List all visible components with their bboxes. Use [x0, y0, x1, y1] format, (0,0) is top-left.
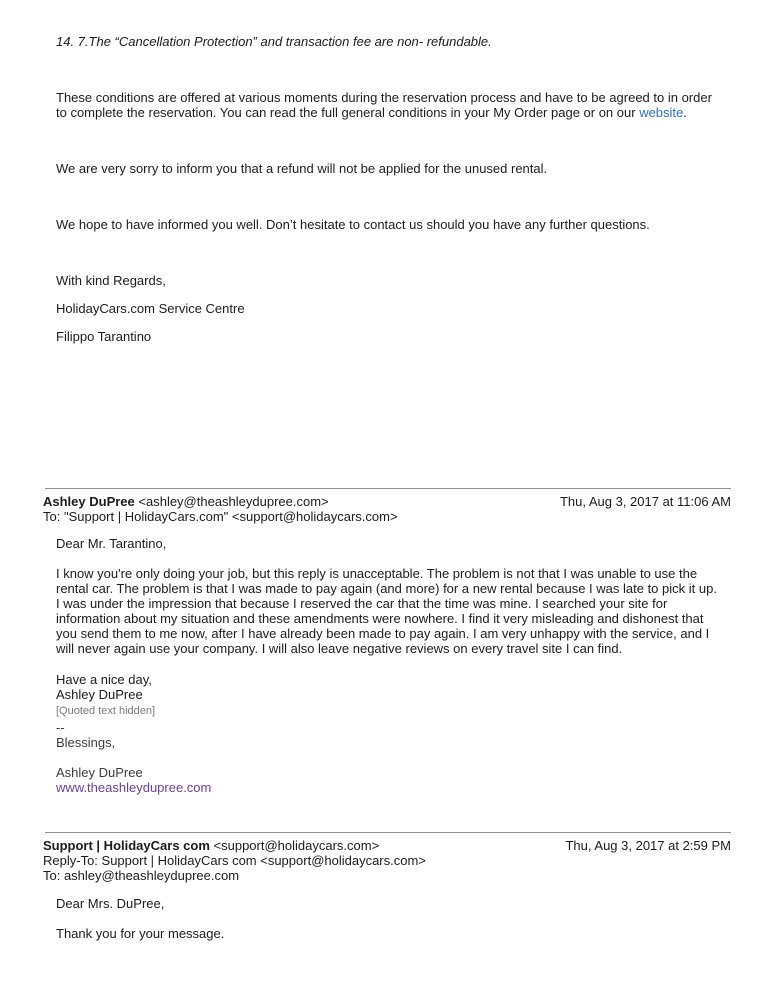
email2-sig-name2: Ashley DuPree: [56, 765, 143, 780]
email2-greeting: Dear Mr. Tarantino,: [56, 536, 167, 551]
quoted-text-hidden[interactable]: [Quoted text hidden]: [56, 705, 156, 717]
email2-from-email: <ashley@theashleydupree.com>: [138, 494, 329, 509]
email1-conditions-period: .: [683, 105, 687, 120]
email1-signoff-regards: With kind Regards,: [56, 273, 166, 288]
email2-sig-dashes: --: [56, 720, 65, 735]
email1-conditions-paragraph: [56, 90, 718, 120]
email2-from-name: Ashley DuPree: [43, 494, 135, 509]
email3-to-line: To: ashley@theashleydupree.com: [43, 868, 240, 883]
email3-from-line: [43, 838, 379, 853]
email2-sig-nice-day: Have a nice day,: [56, 672, 152, 687]
email3-body-paragraph: Thank you for your message.: [56, 926, 225, 941]
email1-refund-paragraph: We are very sorry to inform you that a refund will not be applied for the unused rental.: [56, 161, 548, 176]
email1-conditions-text: These conditions are offered at various moments during the reservation process and have to be agreed to in order to complete the reservation. You can read the full general conditions in your My Order page or on our: [56, 90, 712, 120]
email2-sig-name: Ashley DuPree: [56, 687, 143, 702]
email2-date: Thu, Aug 3, 2017 at 11:06 AM: [559, 494, 731, 509]
email3-from-name: Support | HolidayCars com: [43, 838, 210, 853]
email3-date: Thu, Aug 3, 2017 at 2:59 PM: [565, 838, 731, 853]
email3-replyto-line: Reply-To: Support | HolidayCars com <support@holidaycars.com>: [43, 853, 426, 868]
email2-body-paragraph: I know you're only doing your job, but this reply is unacceptable. The problem is not that I was unable to use the rental car. The problem is that I was made to pay again (and more) for a new rental because I was late to pick it up. I was under the impression that because I reserved the car that the time was mine. I searched your site for information about my situation and these amendments were nowhere. I find it very misleading and dishonest that you send them to me now, after I have already been made to pay again. I am very unhappy with the service, and I will never again use your company. I will also leave negative reviews on every travel site I can find.: [56, 566, 717, 656]
email3-header: [43, 838, 731, 853]
email1-hope-paragraph: We hope to have informed you well. Don’t hesitate to contact us should you have any further questions.: [56, 217, 650, 232]
email1-term-line: 14. 7.The “Cancellation Protection” and transaction fee are non- refundable.: [56, 34, 492, 49]
email2-from-line: [43, 494, 329, 509]
email1-signoff-agent: Filippo Tarantino: [56, 329, 152, 344]
email1-body: [56, 0, 727, 344]
website-link[interactable]: website: [639, 105, 684, 120]
email2: [0, 489, 773, 795]
email2-sig-website: [56, 780, 727, 795]
email1-signoff-company: HolidayCars.com Service Centre: [56, 301, 245, 316]
email3: [0, 833, 773, 941]
theashleydupree-link[interactable]: www.theashleydupree.com: [56, 780, 212, 795]
email2-to-line: To: "Support | HolidayCars.com" <support@holidaycars.com>: [43, 509, 398, 524]
email2-sig-blessings: Blessings,: [56, 735, 116, 750]
email3-greeting: Dear Mrs. DuPree,: [56, 896, 165, 911]
email2-header: [43, 494, 731, 509]
email3-from-email: <support@holidaycars.com>: [213, 838, 380, 853]
